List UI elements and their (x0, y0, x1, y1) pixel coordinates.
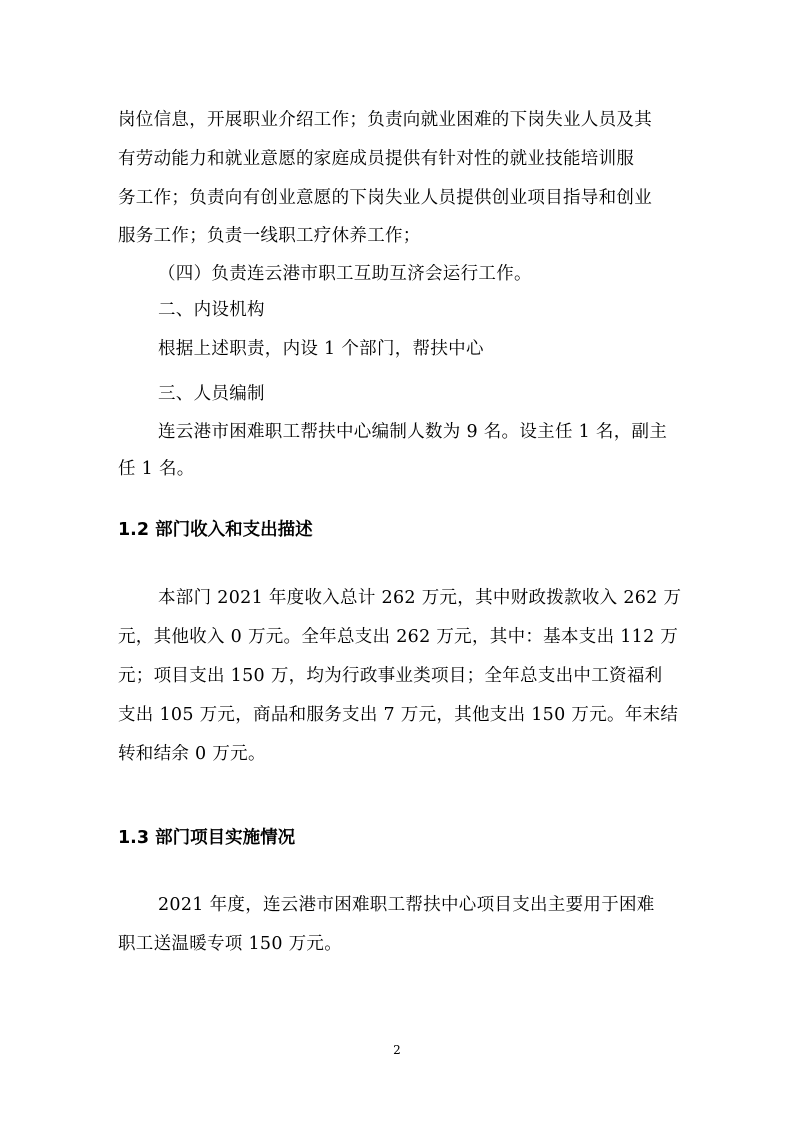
staffing-line-2: 任 1 名。 (118, 459, 195, 479)
section-1-3-heading: 1.3 部门项目实施情况 (118, 828, 296, 848)
duty3-line-3: 务工作；负责向有创业意愿的下岗失业人员提供创业项目指导和创业 (118, 188, 652, 208)
duty3-line-4: 服务工作；负责一线职工疗休养工作； (118, 226, 421, 246)
income-expense-line-3: 元；项目支出 150 万，均为行政事业类项目；全年总支出中工资福利 (118, 666, 663, 686)
income-expense-line-5: 转和结余 0 万元。 (118, 744, 266, 764)
project-line-2: 职工送温暖专项 150 万元。 (118, 934, 343, 954)
page-number: 2 (393, 1043, 401, 1057)
staffing-line-1: 连云港市困难职工帮扶中心编制人数为 9 名。设主任 1 名，副主 (158, 422, 668, 442)
income-expense-line-1: 本部门 2021 年度收入总计 262 万元，其中财政拨款收入 262 万 (158, 588, 682, 608)
duty3-line-2: 有劳动能力和就业意愿的家庭成员提供有针对性的就业技能培训服 (118, 149, 635, 169)
income-expense-line-2: 元，其他收入 0 万元。全年总支出 262 万元，其中：基本支出 112 万 (118, 627, 679, 647)
income-expense-line-4: 支出 105 万元，商品和服务支出 7 万元，其他支出 150 万元。年末结 (118, 705, 679, 725)
internal-structure-text: 根据上述职责，内设 1 个部门，帮扶中心 (158, 339, 484, 359)
internal-structure-heading: 二、内设机构 (158, 300, 265, 320)
project-line-1: 2021 年度，连云港市困难职工帮扶中心项目支出主要用于困难 (158, 895, 655, 915)
staffing-heading: 三、人员编制 (158, 384, 265, 404)
duty3-line-1: 岗位信息，开展职业介绍工作；负责向就业困难的下岗失业人员及其 (118, 110, 652, 130)
section-1-2-heading: 1.2 部门收入和支出描述 (118, 520, 313, 540)
duty4-text: （四）负责连云港市职工互助互济会运行工作。 (158, 264, 532, 284)
